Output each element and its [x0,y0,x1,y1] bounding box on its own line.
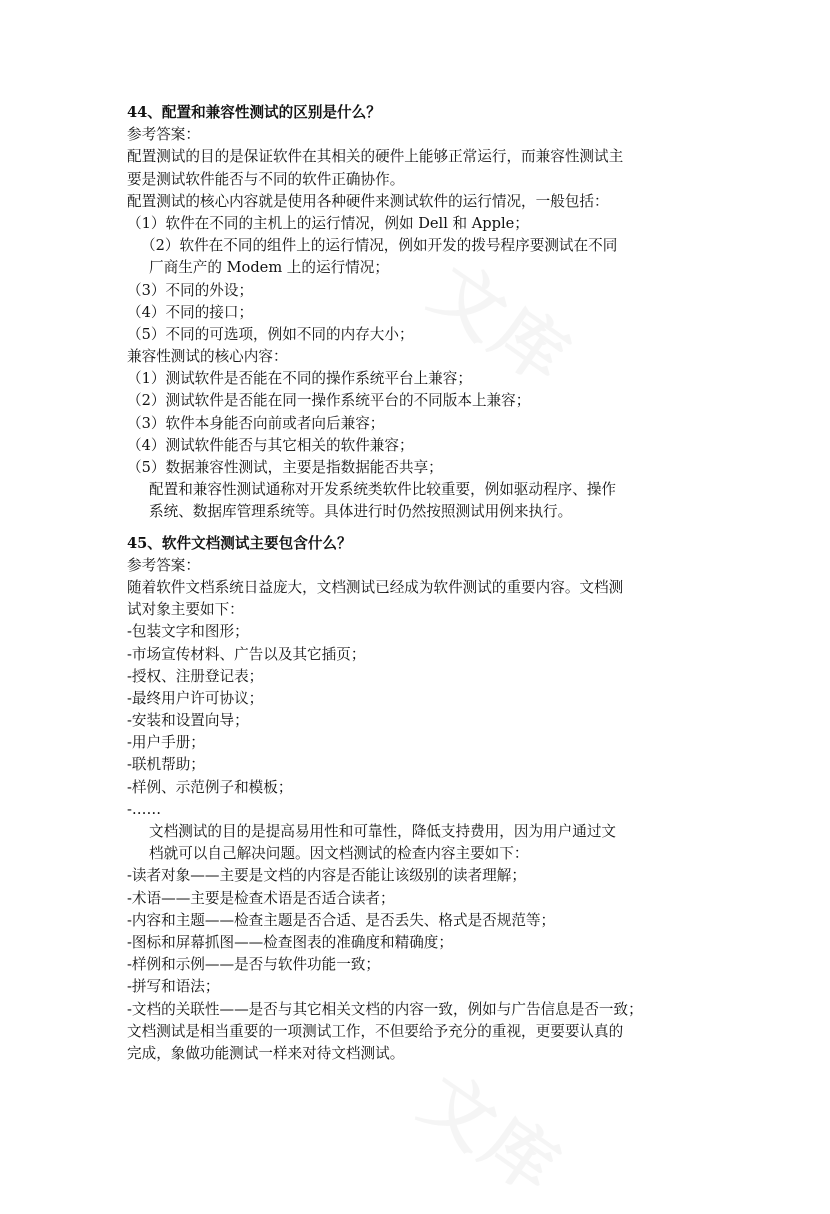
list-item: （2）测试软件是否能在同一操作系统平台的不同版本上兼容； [127,392,531,410]
question-44-title: 44、配置和兼容性测试的区别是什么？ [127,104,381,121]
list-item: -联机帮助； [127,756,205,774]
paragraph-line: 要是测试软件能否与不同的软件正确协作。 [127,170,405,188]
list-item: -样例和示例——是否与软件功能一致； [127,956,381,974]
list-item: -文档的关联性——是否与其它相关文档的内容一致，例如与广告信息是否一致； [127,1000,643,1018]
paragraph-line: 随着软件文档系统日益庞大，文档测试已经成为软件测试的重要内容。文档测 [127,578,624,596]
list-item: -内容和主题——检查主题是否合适、是否丢失、格式是否规范等； [127,911,556,929]
paragraph-line: 试对象主要如下： [127,601,244,619]
list-item: -图标和屏幕抓图——检查图表的准确度和精确度； [127,933,453,951]
list-item: （2）软件在不同的组件上的运行情况，例如开发的拨号程序要测试在不同 [141,237,618,255]
list-item: （1）软件在不同的主机上的运行情况，例如 Dell 和 Apple； [127,214,529,232]
paragraph-line: 档就可以自己解决问题。因文档测试的检查内容主要如下： [149,845,529,863]
list-item: -…… [127,800,162,818]
paragraph-line: 文档测试是相当重要的一项测试工作，不但要给予充分的重视，更要要认真的 [127,1022,624,1040]
list-item: （4）不同的接口； [127,303,254,321]
list-item: -术语——主要是检查术语是否适合读者； [127,889,395,907]
subheading: 兼容性测试的核心内容： [127,348,288,366]
list-item: （3）不同的外设； [127,281,254,299]
list-item: -读者对象——主要是文档的内容是否能让该级别的读者理解； [127,867,526,885]
list-item: （1）测试软件是否能在不同的操作系统平台上兼容； [127,370,472,388]
paragraph-line: 文档测试的目的是提高易用性和可靠性，降低支持费用，因为用户通过文 [149,823,617,840]
paragraph-line: 系统、数据库管理系统等。具体进行时仍然按照测试用例来执行。 [149,503,573,521]
list-item: -最终用户许可协议； [127,689,264,707]
list-item: 厂商生产的 Modem 上的运行情况； [149,259,389,277]
document-body [127,102,717,1065]
list-item: （4）测试软件能否与其它相关的软件兼容； [127,436,414,454]
paragraph-line: 配置测试的目的是保证软件在其相关的硬件上能够正常运行，而兼容性测试主 [127,148,624,166]
list-item: -安装和设置向导； [127,712,249,730]
paragraph-line: 配置测试的核心内容就是使用各种硬件来测试软件的运行情况，一般包括： [127,192,609,210]
paragraph-line: 完成，象做功能测试一样来对待文档测试。 [127,1044,405,1062]
answer-label: 参考答案： [127,556,200,574]
list-item: -用户手册； [127,734,205,752]
list-item: -样例、示范例子和模板； [127,778,293,796]
list-item: -拼写和语法； [127,978,220,996]
list-item: -包装文字和图形； [127,623,249,641]
list-item: -授权、注册登记表； [127,667,264,685]
watermark [404,1047,583,1214]
list-item: （5）数据兼容性测试，主要是指数据能否共享； [127,459,443,476]
answer-label: 参考答案： [127,126,200,144]
list-item: -市场宣传材料、广告以及其它插页； [127,645,366,663]
paragraph-line: 配置和兼容性测试通称对开发系统类软件比较重要，例如驱动程序、操作 [149,481,617,499]
list-item: （5）不同的可选项，例如不同的内存大小； [127,325,414,343]
question-45-title: 45、软件文档测试主要包含什么？ [127,534,352,552]
list-item: （3）软件本身能否向前或者向后兼容； [127,414,385,432]
